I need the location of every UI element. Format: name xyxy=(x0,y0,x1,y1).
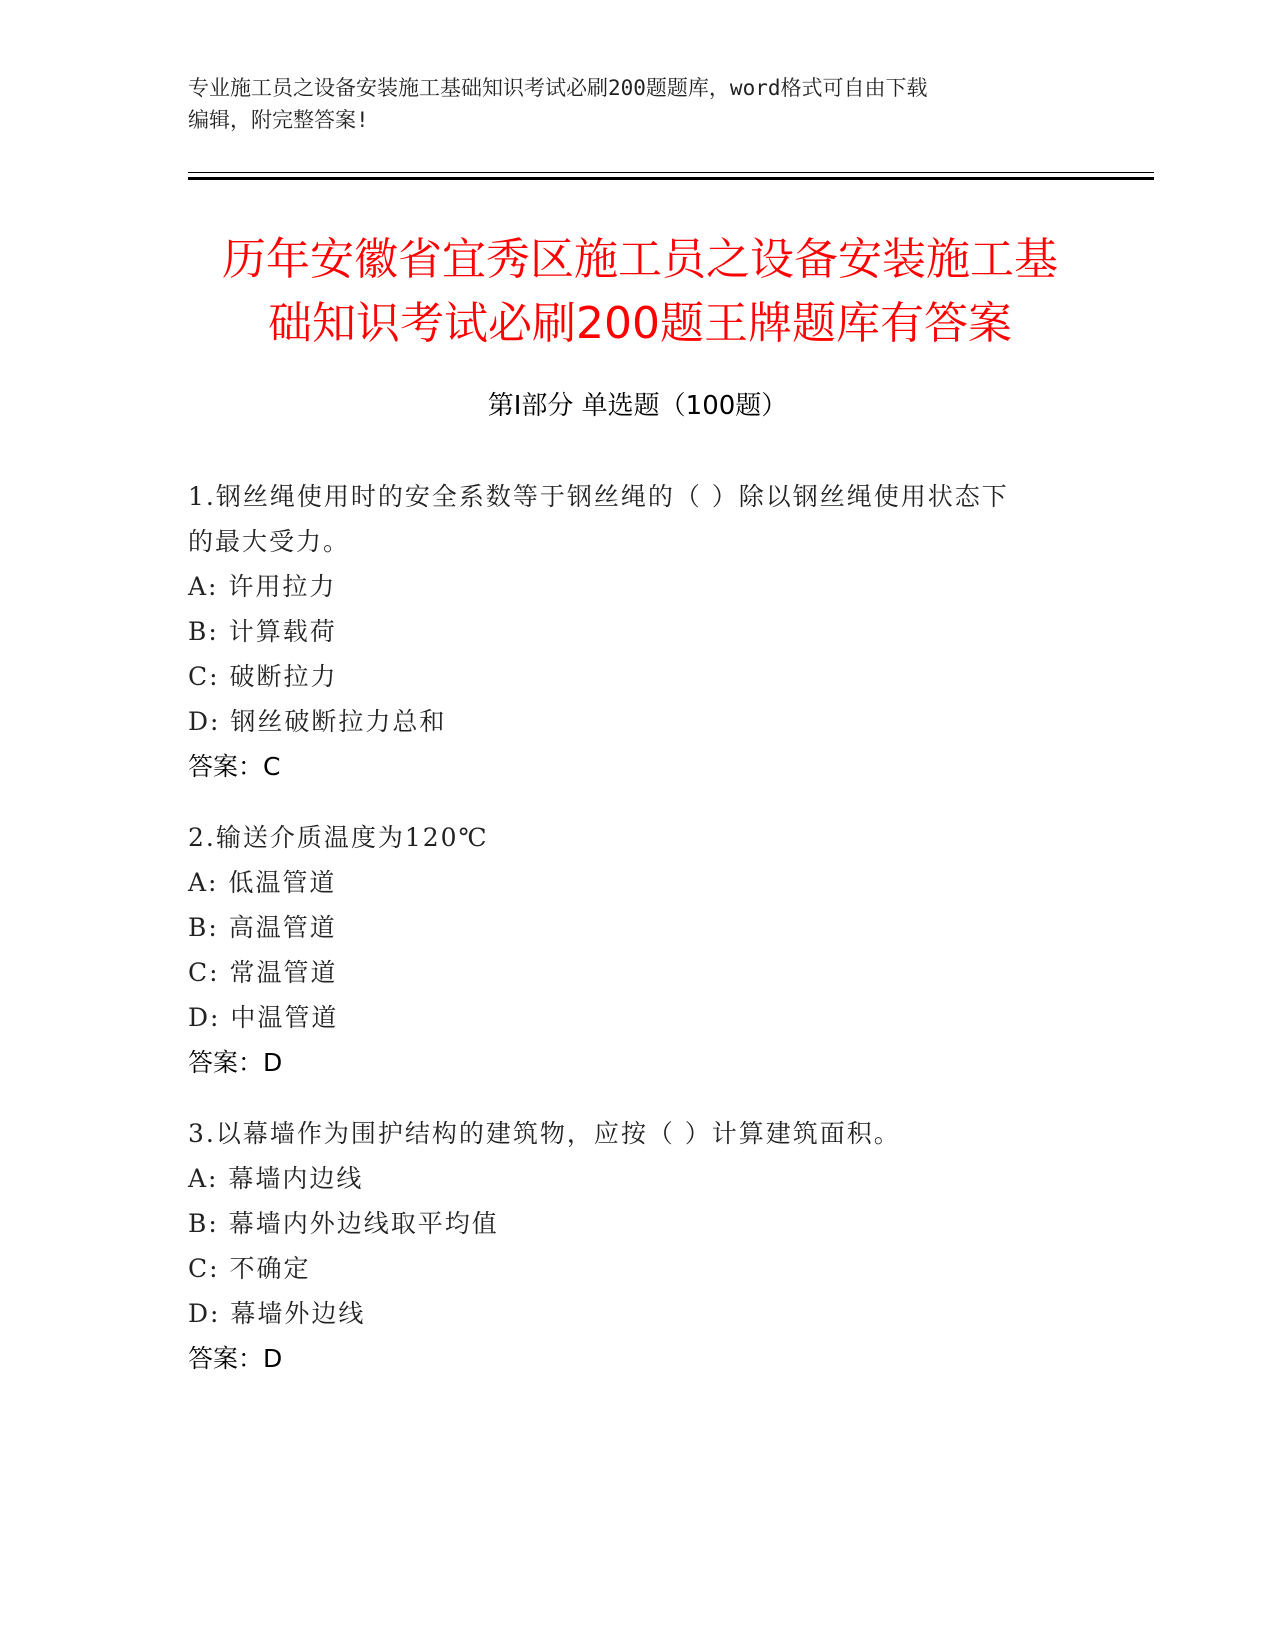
header-rule-thick xyxy=(188,177,1154,180)
option-c: C: 破断拉力 xyxy=(188,662,338,691)
option-d: D: 中温管道 xyxy=(188,1003,339,1032)
question-stem-line: 2.输送介质温度为120℃ xyxy=(188,823,489,852)
document-title xyxy=(140,228,1140,356)
option-a: A: 幕墙内边线 xyxy=(188,1164,364,1193)
option-c: C: 不确定 xyxy=(188,1254,311,1283)
header-note xyxy=(188,72,1088,136)
document-title-line-2: 础知识考试必刷200题王牌题库有答案 xyxy=(268,298,1012,349)
question-stem-line: 3.以幕墙作为围护结构的建筑物，应按（ ）计算建筑面积。 xyxy=(188,1119,901,1148)
answer-line: 答案：D xyxy=(188,1344,283,1373)
question-1 xyxy=(188,474,1088,789)
option-d: D: 钢丝破断拉力总和 xyxy=(188,707,447,736)
option-a: A: 许用拉力 xyxy=(188,572,337,601)
option-b: B: 幕墙内外边线取平均值 xyxy=(188,1209,499,1238)
header-note-line-2: 编辑，附完整答案! xyxy=(188,108,369,132)
section-heading: 第Ⅰ部分 单选题（100题） xyxy=(487,391,788,421)
header-note-line-1: 专业施工员之设备安装施工基础知识考试必刷200题题库，word格式可自由下载 xyxy=(188,76,928,100)
question-stem-line: 的最大受力。 xyxy=(188,527,351,556)
option-b: B: 计算载荷 xyxy=(188,617,337,646)
option-a: A: 低温管道 xyxy=(188,868,337,897)
question-list xyxy=(188,474,1088,1407)
answer-line: 答案：C xyxy=(188,752,281,781)
option-c: C: 常温管道 xyxy=(188,958,338,987)
header-rule-thin xyxy=(188,172,1154,173)
option-b: B: 高温管道 xyxy=(188,913,337,942)
document-title-line-1: 历年安徽省宜秀区施工员之设备安装施工基 xyxy=(222,234,1058,285)
question-2 xyxy=(188,815,1088,1085)
question-3 xyxy=(188,1111,1088,1381)
question-stem-line: 1.钢丝绳使用时的安全系数等于钢丝绳的（ ）除以钢丝绳使用状态下 xyxy=(188,482,1009,511)
option-d: D: 幕墙外边线 xyxy=(188,1299,366,1328)
answer-line: 答案：D xyxy=(188,1048,283,1077)
